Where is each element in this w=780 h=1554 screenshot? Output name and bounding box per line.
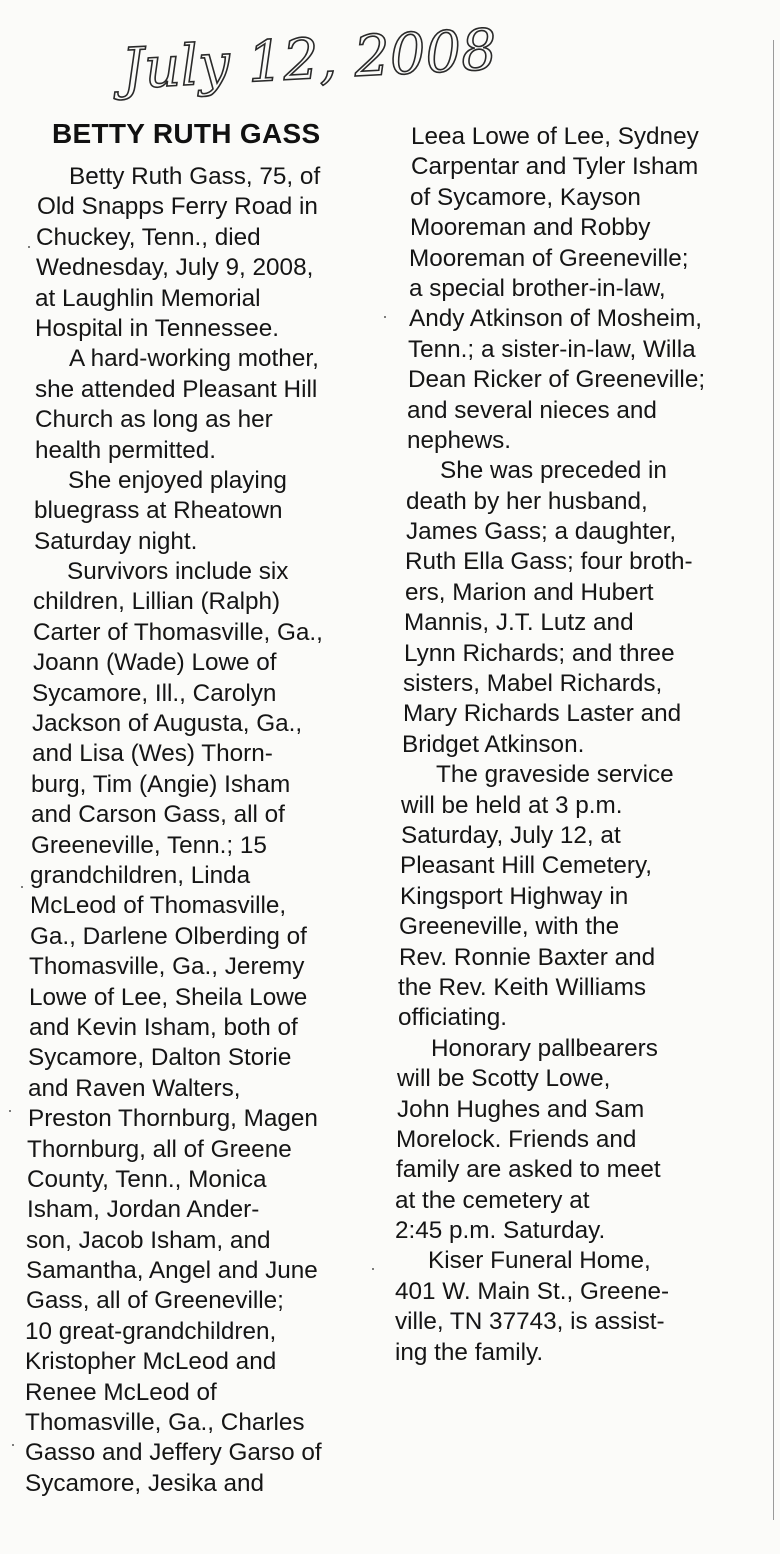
text-line: Gasso and Jeffery Garso of: [25, 1439, 322, 1467]
text-line: will be held at 3 p.m.: [401, 791, 623, 819]
text-line: Pleasant Hill Cemetery,: [400, 852, 653, 880]
scan-speck: [9, 1110, 11, 1112]
text-line: Thornburg, all of Greene: [27, 1135, 292, 1163]
text-line: and Raven Walters,: [28, 1074, 241, 1102]
text-line: burg, Tim (Angie) Isham: [31, 770, 291, 798]
text-line: a special brother-in-law,: [409, 274, 666, 302]
text-line: Survivors include six: [67, 558, 289, 586]
text-line: James Gass; a daughter,: [406, 518, 677, 546]
text-line: Ga., Darlene Olberding of: [30, 922, 307, 950]
text-line: Lynn Richards; and three: [404, 639, 675, 667]
scan-speck: [12, 1444, 14, 1446]
text-line: Isham, Jordan Ander-: [27, 1196, 260, 1224]
text-line: Samantha, Angel and June: [26, 1257, 318, 1285]
text-line: and Kevin Isham, both of: [29, 1013, 298, 1041]
text-line: 401 W. Main St., Greene-: [395, 1277, 670, 1305]
text-line: Hospital in Tennessee.: [35, 314, 280, 342]
text-line: John Hughes and Sam: [397, 1095, 645, 1123]
text-line: Betty Ruth Gass, 75, of: [69, 163, 321, 190]
text-line: Saturday night.: [34, 527, 198, 555]
text-line: Church as long as her: [35, 406, 273, 434]
text-line: ers, Marion and Hubert: [405, 578, 654, 606]
text-line: Gass, all of Greeneville;: [26, 1287, 284, 1315]
text-line: The graveside service: [436, 761, 674, 789]
text-line: ville, TN 37743, is assist-: [395, 1308, 665, 1336]
text-line: Carter of Thomasville, Ga.,: [33, 618, 323, 646]
left-column: [25, 162, 380, 1499]
text-line: Mooreman and Robby: [410, 214, 651, 242]
text-line: death by her husband,: [406, 487, 648, 515]
text-line: Dean Ricker of Greeneville;: [408, 366, 706, 394]
text-line: Leea Lowe of Lee, Sydney: [411, 123, 699, 150]
text-line: will be Scotty Lowe,: [397, 1065, 611, 1093]
text-line: Preston Thornburg, Magen: [28, 1105, 318, 1133]
text-line: sisters, Mabel Richards,: [403, 670, 663, 698]
scan-speck: [21, 886, 23, 888]
text-line: Carpentar and Tyler Isham: [411, 153, 699, 181]
text-line: Mannis, J.T. Lutz and: [404, 609, 634, 637]
text-line: Sycamore, Jesika and: [25, 1469, 265, 1497]
text-line: Tenn.; a sister-in-law, Willa: [408, 335, 696, 363]
text-line: Jackson of Augusta, Ga.,: [32, 710, 303, 738]
text-line: Old Snapps Ferry Road in: [37, 193, 318, 221]
text-line: ing the family.: [395, 1338, 544, 1366]
text-line: Thomasville, Ga., Charles: [25, 1409, 305, 1437]
text-line: the Rev. Keith Williams: [398, 973, 646, 1001]
text-line: Sycamore, Dalton Storie: [28, 1044, 292, 1072]
scan-speck: [28, 246, 30, 248]
handwritten-date-text: July 12, 2008: [120, 17, 499, 103]
text-line: Honorary pallbearers: [431, 1034, 658, 1062]
text-line: bluegrass at Rheatown: [34, 497, 283, 525]
text-line: Sycamore, Ill., Carolyn: [32, 679, 277, 707]
text-line: Greeneville, Tenn.; 15: [31, 831, 267, 859]
scan-speck: [384, 316, 386, 318]
text-line: Thomasville, Ga., Jeremy: [29, 953, 305, 981]
text-line: Ruth Ella Gass; four broth-: [405, 548, 693, 576]
text-line: 10 great-grandchildren,: [25, 1317, 277, 1345]
text-line: at the cemetery at: [395, 1186, 590, 1214]
text-line: 2:45 p.m. Saturday.: [395, 1217, 606, 1245]
text-line: family are asked to meet: [396, 1156, 661, 1184]
text-line: Greeneville, with the: [399, 913, 620, 941]
scan-speck: [372, 1268, 374, 1270]
obituary-headline: BETTY RUTH GASS: [52, 118, 321, 149]
handwritten-date-svg: [118, 6, 538, 106]
text-line: Saturday, July 12, at: [401, 821, 621, 849]
text-line: County, Tenn., Monica: [27, 1165, 267, 1193]
text-line: Wednesday, July 9, 2008,: [36, 254, 314, 282]
right-column: [395, 122, 775, 1368]
text-line: She enjoyed playing: [68, 466, 287, 494]
text-line: Morelock. Friends and: [396, 1125, 637, 1153]
text-line: A hard-working mother,: [69, 345, 319, 373]
text-line: McLeod of Thomasville,: [30, 892, 287, 920]
text-line: officiating.: [398, 1004, 507, 1032]
text-line: Lowe of Lee, Sheila Lowe: [29, 983, 308, 1011]
text-line: Mary Richards Laster and: [403, 700, 682, 728]
text-line: son, Jacob Isham, and: [26, 1226, 271, 1254]
text-line: Bridget Atkinson.: [402, 730, 585, 758]
text-line: Chuckey, Tenn., died: [36, 223, 261, 251]
text-line: Rev. Ronnie Baxter and: [399, 943, 656, 971]
text-line: grandchildren, Linda: [30, 861, 251, 889]
text-line: and several nieces and: [407, 396, 657, 424]
text-line: Joann (Wade) Lowe of: [33, 649, 277, 677]
handwritten-date: [118, 6, 538, 106]
text-line: Kiser Funeral Home,: [428, 1247, 651, 1275]
text-line: Andy Atkinson of Mosheim,: [409, 305, 703, 333]
text-line: Kristopher McLeod and: [25, 1348, 277, 1376]
text-line: Renee McLeod of: [25, 1378, 217, 1406]
text-line: children, Lillian (Ralph): [33, 588, 281, 616]
text-line: of Sycamore, Kayson: [410, 183, 641, 211]
text-line: at Laughlin Memorial: [35, 284, 261, 312]
text-line: Kingsport Highway in: [400, 882, 629, 910]
text-line: and Carson Gass, all of: [31, 801, 285, 829]
text-line: and Lisa (Wes) Thorn-: [32, 740, 273, 768]
text-line: health permitted.: [35, 436, 216, 464]
text-line: She was preceded in: [440, 457, 667, 485]
text-line: nephews.: [407, 426, 512, 454]
text-line: Mooreman of Greeneville;: [409, 244, 689, 272]
text-line: she attended Pleasant Hill: [35, 375, 318, 403]
